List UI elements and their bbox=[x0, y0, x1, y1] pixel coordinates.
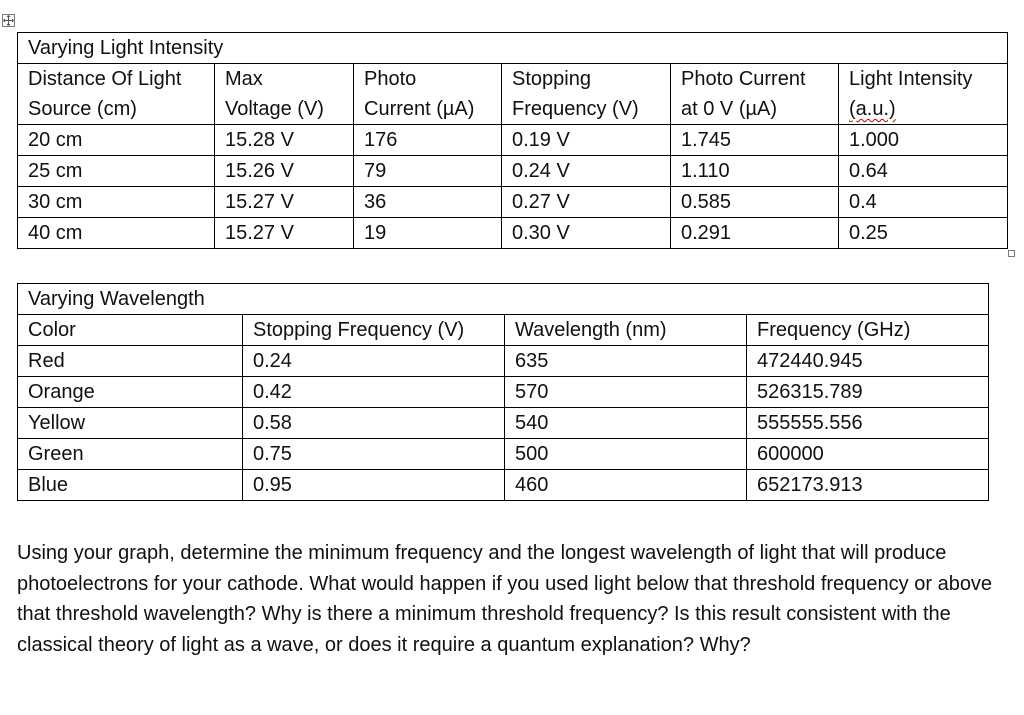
wavelength-table bbox=[17, 283, 989, 501]
header-frequency: Frequency (GHz) bbox=[747, 315, 989, 346]
table-cell: Red bbox=[18, 346, 243, 377]
header-line: Max bbox=[225, 68, 263, 90]
table-cell: Orange bbox=[18, 377, 243, 408]
table-row bbox=[18, 187, 1008, 218]
table-resize-handle-icon[interactable] bbox=[1008, 250, 1015, 257]
table-cell: 0.64 bbox=[839, 156, 1008, 187]
table-cell: 30 cm bbox=[18, 187, 215, 218]
table-cell: 0.4 bbox=[839, 187, 1008, 218]
table-cell: 0.25 bbox=[839, 218, 1008, 249]
table-cell: 1.000 bbox=[839, 125, 1008, 156]
table-row bbox=[18, 470, 989, 501]
table-cell: 25 cm bbox=[18, 156, 215, 187]
header-stopping-frequency bbox=[502, 64, 671, 125]
light-intensity-table-title: Varying Light Intensity bbox=[18, 33, 1008, 64]
header-line-text: (a.u.) bbox=[849, 98, 896, 120]
table-cell: 0.27 V bbox=[502, 187, 671, 218]
table-cell: 36 bbox=[354, 187, 502, 218]
table-cell: 472440.945 bbox=[747, 346, 989, 377]
question-paragraph[interactable]: Using your graph, determine the minimum frequency and the longest wavelength of light that will produce photoelectrons for your cathode. What would happen if you used light below that threshold frequency or above that threshold wavelength? Why is there a minimum threshold frequency? Is this result consistent with the classical theory of light as a wave, or does it require a quantum explanation? Why? bbox=[17, 542, 993, 656]
light-intensity-table bbox=[17, 32, 1008, 249]
table-title-row bbox=[18, 33, 1008, 64]
header-line: Frequency (V) bbox=[512, 98, 639, 120]
header-line: Photo Current bbox=[681, 68, 806, 90]
table-cell: 0.19 V bbox=[502, 125, 671, 156]
header-photo-current bbox=[354, 64, 502, 125]
table-cell: 0.75 bbox=[243, 439, 505, 470]
table-cell: 176 bbox=[354, 125, 502, 156]
table-cell: Blue bbox=[18, 470, 243, 501]
table-cell: 20 cm bbox=[18, 125, 215, 156]
table-row bbox=[18, 125, 1008, 156]
table-cell: 540 bbox=[505, 408, 747, 439]
header-line: Distance Of Light bbox=[28, 68, 182, 90]
table-cell: 1.110 bbox=[671, 156, 839, 187]
table-row bbox=[18, 156, 1008, 187]
table-move-handle-icon[interactable] bbox=[2, 14, 15, 27]
table-cell: 500 bbox=[505, 439, 747, 470]
header-distance bbox=[18, 64, 215, 125]
table-cell: 0.42 bbox=[243, 377, 505, 408]
table-header-row bbox=[18, 315, 989, 346]
header-color: Color bbox=[18, 315, 243, 346]
table-cell: 600000 bbox=[747, 439, 989, 470]
wavelength-table-title: Varying Wavelength bbox=[18, 284, 989, 315]
table-cell: Green bbox=[18, 439, 243, 470]
table-cell: 460 bbox=[505, 470, 747, 501]
table-cell: Yellow bbox=[18, 408, 243, 439]
table-cell: 40 cm bbox=[18, 218, 215, 249]
header-max-voltage bbox=[215, 64, 354, 125]
header-stopping-frequency: Stopping Frequency (V) bbox=[243, 315, 505, 346]
table-cell: 15.27 V bbox=[215, 187, 354, 218]
table-title-row bbox=[18, 284, 989, 315]
header-line: Photo bbox=[364, 68, 417, 90]
header-wavelength: Wavelength (nm) bbox=[505, 315, 747, 346]
table-cell: 0.24 bbox=[243, 346, 505, 377]
table-cell: 555555.556 bbox=[747, 408, 989, 439]
header-line: Light Intensity bbox=[849, 68, 973, 90]
table-cell: 0.291 bbox=[671, 218, 839, 249]
header-line: at 0 V (µA) bbox=[681, 98, 777, 120]
header-line bbox=[849, 94, 1007, 124]
table-cell: 15.27 V bbox=[215, 218, 354, 249]
table-cell: 19 bbox=[354, 218, 502, 249]
header-line-text: Current (µA) bbox=[364, 98, 475, 120]
table-cell: 0.58 bbox=[243, 408, 505, 439]
table-row bbox=[18, 346, 989, 377]
table-cell: 15.26 V bbox=[215, 156, 354, 187]
table-cell: 570 bbox=[505, 377, 747, 408]
table-header-row bbox=[18, 64, 1008, 125]
table-row bbox=[18, 377, 989, 408]
table-cell: 0.24 V bbox=[502, 156, 671, 187]
table-cell: 1.745 bbox=[671, 125, 839, 156]
table-cell: 15.28 V bbox=[215, 125, 354, 156]
header-line bbox=[364, 94, 501, 124]
table-row bbox=[18, 439, 989, 470]
table-cell: 0.30 V bbox=[502, 218, 671, 249]
table-cell: 0.95 bbox=[243, 470, 505, 501]
table-cell: 526315.789 bbox=[747, 377, 989, 408]
table-cell: 635 bbox=[505, 346, 747, 377]
header-line: Source (cm) bbox=[28, 98, 137, 120]
table-row bbox=[18, 408, 989, 439]
table-cell: 652173.913 bbox=[747, 470, 989, 501]
table-cell: 79 bbox=[354, 156, 502, 187]
header-light-intensity bbox=[839, 64, 1008, 125]
header-line: Voltage (V) bbox=[225, 98, 324, 120]
table-row bbox=[18, 218, 1008, 249]
table-cell: 0.585 bbox=[671, 187, 839, 218]
header-line: Stopping bbox=[512, 68, 591, 90]
header-photo-current-0v bbox=[671, 64, 839, 125]
